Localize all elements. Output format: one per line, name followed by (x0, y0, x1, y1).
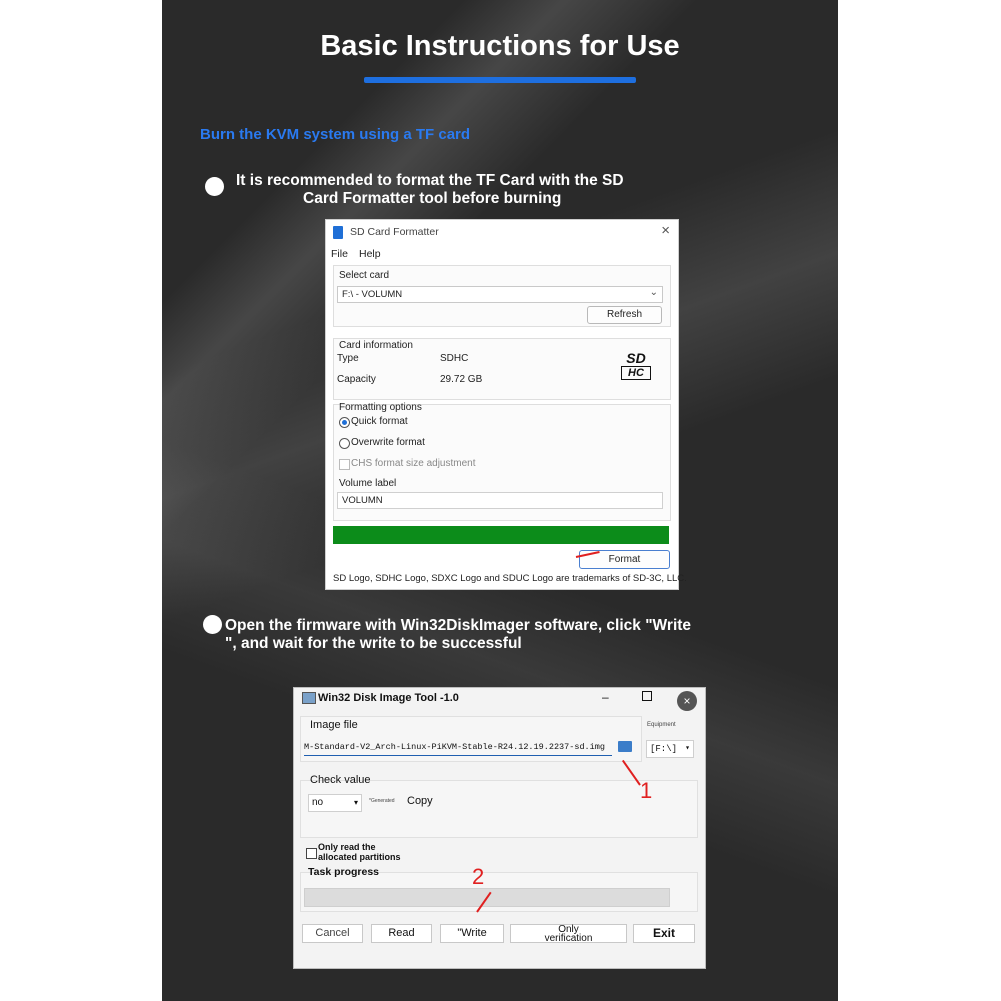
task-progress-label: Task progress (308, 866, 380, 878)
generated-label: *Generated (369, 798, 395, 804)
sd-formatter-window (325, 219, 687, 590)
dropdown-arrow-icon: ▾ (353, 798, 358, 807)
step2-line1: Open the firmware with Win32DiskImager software, click "Write (225, 617, 692, 634)
menu-help[interactable]: Help (359, 248, 381, 260)
volume-label-label: Volume label (339, 478, 397, 489)
sd-window-title: SD Card Formatter (350, 226, 439, 238)
refresh-button[interactable]: Refresh (587, 306, 662, 324)
trademark-footer: SD Logo, SDHC Logo, SDXC Logo and SDUC Logo are trademarks of SD-3C, LLC. (333, 573, 687, 584)
overwrite-format-label: Overwrite format (351, 437, 425, 448)
formatting-options-label: Formatting options (339, 402, 422, 413)
close-icon[interactable]: × (661, 222, 670, 239)
annotation-2: 2 (472, 864, 485, 889)
select-card-label: Select card (339, 270, 390, 281)
only-read-label (318, 842, 401, 862)
format-button[interactable]: Format (579, 550, 670, 569)
quick-format-label: Quick format (351, 416, 408, 427)
type-value: SDHC (440, 353, 469, 364)
page-title: Basic Instructions for Use (320, 30, 680, 62)
step2-line2: ", and wait for the write to be successful (225, 635, 522, 652)
section-heading: Burn the KVM system using a TF card (200, 126, 471, 143)
hc-logo-text: HC (621, 366, 651, 380)
annotation-1: 1 (640, 778, 653, 803)
only-read-checkbox[interactable] (306, 848, 317, 859)
card-select-dropdown[interactable] (337, 286, 663, 303)
card-info-label: Card information (339, 340, 413, 351)
format-progress-track (333, 526, 669, 544)
check-value-label: Check value (310, 774, 371, 786)
image-file-input[interactable]: M-Standard-V2_Arch-Linux-PiKVM-Stable-R24.12.19.2237-sd.img (304, 739, 612, 756)
volume-label-input[interactable] (337, 492, 663, 509)
dropdown-arrow-icon: ▾ (685, 744, 690, 753)
step2-bullet (203, 615, 222, 634)
copy-button[interactable]: Copy (407, 795, 433, 807)
chevron-down-icon: ⌄ (649, 287, 658, 298)
step1-bullet (205, 177, 224, 196)
write-button[interactable]: "Write (440, 924, 504, 943)
capacity-value: 29.72 GB (440, 374, 483, 385)
sd-card-icon (333, 226, 343, 239)
image-file-label: Image file (310, 719, 358, 731)
only-read-line2: allocated partitions (318, 852, 401, 862)
sd-logo-text: SD (626, 350, 646, 366)
step2-text (225, 617, 745, 653)
overwrite-format-radio[interactable] (339, 438, 350, 449)
quick-format-radio[interactable] (339, 417, 350, 428)
only-read-line1: Only read the (318, 842, 376, 852)
chs-checkbox[interactable] (339, 459, 350, 470)
verify-line2: verification (544, 933, 593, 944)
sdhc-logo (617, 351, 655, 380)
step1-line2: Card Formatter tool before burning (303, 190, 562, 207)
folder-icon[interactable] (618, 741, 632, 752)
title-underline (364, 77, 636, 83)
minimize-icon[interactable]: – (602, 690, 609, 704)
win32-disk-imager-window (293, 687, 706, 969)
capacity-label: Capacity (337, 374, 376, 385)
read-button[interactable]: Read (371, 924, 432, 943)
check-select-value: no (312, 797, 324, 808)
disk-icon (302, 692, 316, 704)
chs-label: CHS format size adjustment (351, 458, 476, 469)
w32-window-title: Win32 Disk Image Tool -1.0 (318, 692, 459, 704)
volume-label-value: VOLUMN (342, 495, 383, 506)
close-icon[interactable]: × (677, 691, 697, 711)
equipment-label: Equipment (647, 722, 676, 728)
equipment-select[interactable] (646, 740, 694, 758)
step1-line1: It is recommended to format the TF Card with the SD (236, 172, 624, 189)
equipment-value: [F:\] (650, 744, 678, 754)
maximize-icon[interactable] (642, 691, 652, 701)
format-progress-fill (333, 526, 669, 544)
exit-button[interactable]: Exit (633, 924, 695, 943)
menu-file[interactable]: File (331, 248, 348, 260)
cancel-button[interactable]: Cancel (302, 924, 363, 943)
verify-line1: Only (558, 924, 579, 935)
step1-text (236, 172, 656, 208)
card-select-value: F:\ - VOLUMN (342, 289, 403, 300)
type-label: Type (337, 353, 359, 364)
instruction-panel (162, 0, 838, 1001)
check-value-select[interactable] (308, 794, 362, 812)
verify-button[interactable] (510, 924, 627, 943)
